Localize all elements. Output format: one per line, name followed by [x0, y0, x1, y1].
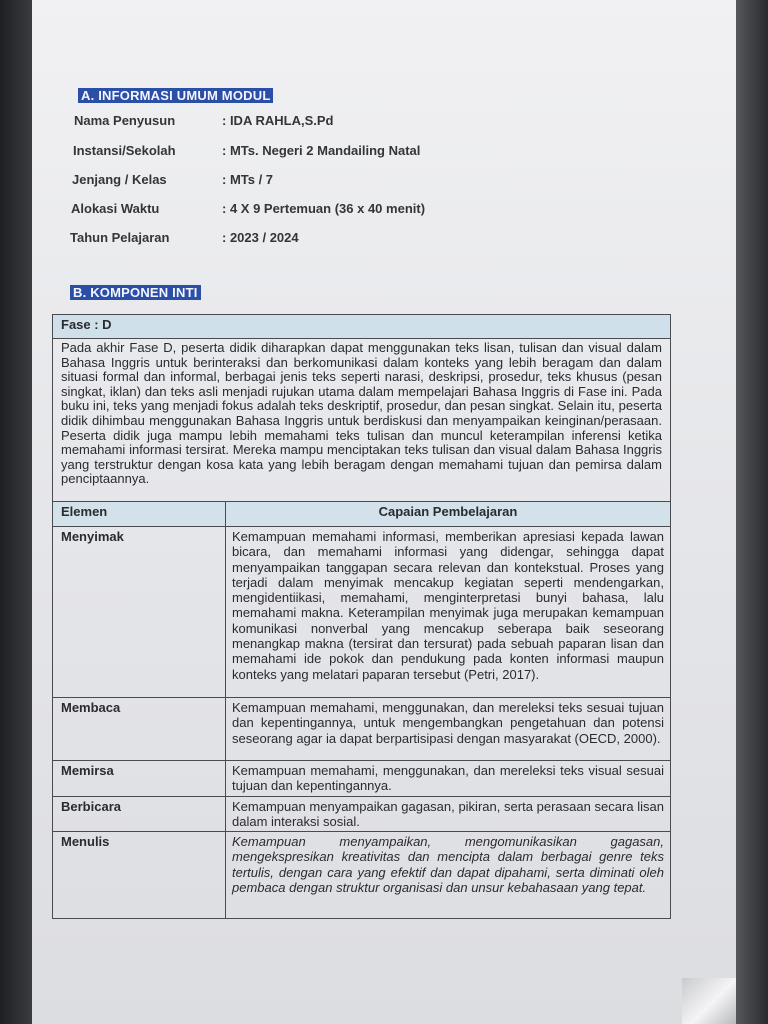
- table-row: [53, 761, 671, 797]
- komponen-inti-table: [52, 314, 671, 919]
- info-value-nama-penyusun: : IDA RAHLA,S.Pd: [222, 113, 334, 128]
- info-value-jenjang-kelas: : MTs / 7: [222, 172, 274, 187]
- capaian-cell: Kemampuan menyampaikan, mengomunikasikan gagasan, mengekspresikan kreativitas dan mencipta dalam berbagai genre teks tertulis, dengan cara yang efektif dan dapat dipahami, serta diminati oleh pembaca dengan struktur organisasi dan unsur kebahasaan yang tepat.: [226, 832, 671, 919]
- column-header-elemen: Elemen: [53, 502, 226, 527]
- capaian-cell: Kemampuan memahami informasi, memberikan apresiasi kepada lawan bicara, dan memahami informasi yang didengar, sehingga dapat menyampaikan tanggapan secara relevan dan kontekstual. Proses yang terjadi dalam menyimak mencakup kegiatan seperti mendengarkan, mengidentiikasi, memahami, menginterpretasi bunyi bahasa, lalu memahami makna. Keterampilan menyimak juga merupakan kemampuan komunikasi nonverbal yang mencakup seberapa baik seseorang menangkap makna (tersirat dan tersurat) pada sebuah paparan lisan dan memahami ide pokok dan pendukung pada konten informasi maupun konteks yang melatari paparan tersebut (Petri, 2017).: [226, 527, 671, 698]
- table-header-row: [53, 502, 671, 527]
- section-a-title: A. INFORMASI UMUM MODUL: [78, 88, 273, 103]
- info-value-alokasi-waktu: : 4 X 9 Pertemuan (36 x 40 menit): [222, 201, 426, 216]
- fase-description-row: [53, 339, 671, 502]
- elemen-cell: Memirsa: [53, 761, 226, 797]
- elemen-cell: Membaca: [53, 698, 226, 761]
- folded-corner: [682, 978, 736, 1024]
- column-header-capaian: Capaian Pembelajaran: [226, 502, 671, 527]
- capaian-cell: Kemampuan menyampaikan gagasan, pikiran, serta perasaan secara lisan dalam interaksi sosial.: [226, 796, 671, 832]
- fase-label: Fase : D: [53, 315, 671, 339]
- info-value-instansi: : MTs. Negeri 2 Mandailing Natal: [222, 143, 421, 158]
- fase-row: [53, 315, 671, 339]
- capaian-cell: Kemampuan memahami, menggunakan, dan mereleksi teks sesuai tujuan dan kepentingannya, untuk mengembangkan pengetahuan dan potensi seseorang agar ia dapat berpartisipasi dengan masyarakat (OECD, 2000).: [226, 698, 671, 761]
- section-b-title: B. KOMPONEN INTI: [70, 285, 201, 300]
- info-label-alokasi-waktu: Alokasi Waktu: [71, 201, 160, 216]
- info-value-tahun-pelajaran: : 2023 / 2024: [222, 230, 299, 245]
- table-row: [53, 698, 671, 761]
- photo-edge-right: [736, 0, 768, 1024]
- info-label-jenjang-kelas: Jenjang / Kelas: [72, 172, 167, 187]
- table-row: [53, 796, 671, 832]
- info-label-instansi: Instansi/Sekolah: [73, 143, 176, 158]
- elemen-cell: Berbicara: [53, 796, 226, 832]
- elemen-cell: Menulis: [53, 832, 226, 919]
- info-label-nama-penyusun: Nama Penyusun: [74, 113, 176, 128]
- table-row: [53, 832, 671, 919]
- table-row: [53, 527, 671, 698]
- info-label-tahun-pelajaran: Tahun Pelajaran: [70, 230, 170, 245]
- fase-description: Pada akhir Fase D, peserta didik diharapkan dapat menggunakan teks lisan, tulisan dan visual dalam Bahasa Inggris untuk berinteraksi dan berkomunikasi dalam konteks yang lebih beragam dan dalam situasi formal dan informal, berbagai jenis teks seperti narasi, deskripsi, prosedur, teks khusus (pesan singkat, iklan) dan teks asli menjadi rujukan utama dalam mempelajari Bahasa Inggris di Fase ini. Pada buku ini, teks yang menjadi fokus adalah teks deskriptif, prosedur, dan pesan singkat. Selain itu, peserta didik dihimbau menggunakan Bahasa Inggris untuk berdiskusi dan menyampaikan keinginan/perasaan. Peserta didik juga mampu lebih memahami teks tulisan dan muncul keterampilan inferensi ketika memahami informasi tersirat. Mereka mampu menciptakan teks tulisan dan visual dalam Bahasa Inggris yang terstruktur dengan kosa kata yang lebih beragam dengan memahami tujuan dan pemirsa dalam penciptaannya.: [53, 339, 671, 502]
- elemen-cell: Menyimak: [53, 527, 226, 698]
- photo-edge-left: [0, 0, 32, 1024]
- capaian-cell: Kemampuan memahami, menggunakan, dan mereleksi teks visual sesuai tujuan dan kepentingannya.: [226, 761, 671, 797]
